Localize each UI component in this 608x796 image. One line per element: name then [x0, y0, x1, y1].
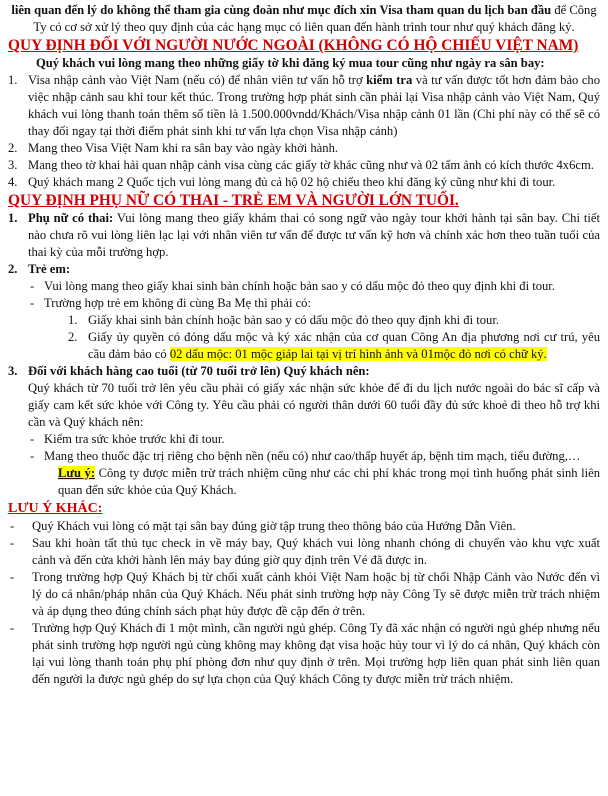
- children-dash-2: [8, 295, 600, 312]
- dash-bullet: -: [10, 519, 15, 533]
- dash-bullet: -: [10, 621, 15, 635]
- foreigner-heading: QUY ĐỊNH ĐỐI VỚI NGƯỜI NƯỚC NGOÀI (KHÔNG CÓ HỘ CHIẾU VIỆT NAM): [8, 37, 579, 54]
- pregnant-text: Vui lòng mang theo giấy khám thai có song ngữ vào ngày tour khởi hành tại sân bay. Chi tiết nào chưa rõ vui lòng liên lạc lại với nhân viên tư vấn để được tư vấn kỹ hơn và chính xác hơn theo tuần tuổi của thai kỳ của mỗi trường hợp.: [28, 211, 600, 259]
- children-item: [8, 261, 600, 278]
- children-label: Trẻ em:: [28, 262, 71, 276]
- item-text: Mang theo thuốc đặc trị riêng cho bệnh nền (nếu có) như cao/thấp huyết áp, bệnh tim mạch, tiểu đường,…: [44, 449, 581, 463]
- item-number: 2.: [8, 141, 18, 155]
- item-text: [88, 329, 600, 363]
- item-text: Kiểm tra sức khỏe trước khi đi tour.: [44, 432, 225, 446]
- item-text: Mang theo Visa Việt Nam khi ra sân bay vào ngày khởi hành.: [28, 141, 339, 155]
- dash-bullet: -: [10, 570, 15, 584]
- elderly-label: Đối với khách hàng cao tuổi (từ 70 tuổi trở lên) Quý khách nên:: [28, 364, 370, 378]
- dash-bullet: -: [30, 296, 35, 310]
- item-text: Vui lòng mang theo giấy khai sinh bản chính hoặc bản sao y có dấu mộc đỏ theo quy định khi đi tour.: [44, 279, 555, 293]
- list-item: [8, 518, 600, 535]
- item-text: Quý Khách vui lòng có mặt tại sân bay đúng giờ tập trung theo thông báo của Hướng Dẫn Viên.: [32, 519, 516, 533]
- item-number: 1.: [8, 211, 18, 225]
- item-text: [28, 210, 600, 261]
- item-text-before: Visa nhập cảnh vào Việt Nam (nếu có) để nhân viên tư vấn hỗ trợ: [28, 73, 367, 87]
- item-text-bold: kiểm tra: [366, 73, 413, 87]
- list-item: [8, 174, 600, 191]
- list-item: [8, 620, 600, 688]
- intro-bold: liên quan đến lý do không thể tham gia cùng đoàn như mục đích xin Visa tham quan du lịch ban đầu: [11, 3, 552, 17]
- list-item: [8, 569, 600, 620]
- item-number: 4.: [8, 175, 18, 189]
- item-text: Trong trường hợp Quý Khách bị từ chối xuất cảnh khỏi Việt Nam hoặc bị từ chối Nhập Cảnh vào Nước đến vì lý do cá nhân/pháp nhân của Quý Khách. Nếu phát sinh trường hợp này Công Ty sẽ được miễn trừ trách nhiệm và áp dụng theo đúng chính sách phạt hủy được đề cập đến ở trên.: [32, 570, 600, 618]
- other-list: [8, 518, 600, 688]
- item-text: Trường hợp trẻ em không đi cùng Ba Mẹ thì phải có:: [44, 296, 311, 310]
- item-number: 1.: [68, 313, 78, 327]
- item-text: [28, 72, 600, 140]
- item-text: Mang theo tờ khai hải quan nhập cảnh visa cùng các giấy tờ khác cũng như và 02 tấm ảnh có kích thước 4x6cm.: [28, 158, 594, 172]
- item-number: 3.: [8, 364, 18, 378]
- list-item: [8, 535, 600, 569]
- children-sub-2: [8, 329, 600, 363]
- pregnant-item: [8, 210, 600, 261]
- elderly-item: [8, 363, 600, 380]
- elderly-note: [8, 465, 600, 499]
- item-text: Sau khi hoàn tất thủ tục check in về máy bay, Quý khách vui lòng nhanh chóng di chuyển vào khu vực xuất cảnh và đến cửa khởi hành lên máy bay đúng giờ quy định trên Vé đã được in.: [32, 536, 600, 567]
- item-number: 1.: [8, 73, 18, 87]
- item-text-after: và tư vấn được tốt hơn đảm bảo cho việc nhập cảnh sau khi tour kết thúc. Trong trường hợp phát sinh cần phải lại Visa nhập cảnh vào Việt Nam, Quý khách vui lòng thanh toán thêm số tiền là 1.500.000vndd/Khách/Visa nhập cảnh 01 lần (Chi phí này có thể sẽ có thay đổi ngay tại thời điểm phát sinh khi tư vấn lựa chọn Visa nhập cảnh): [28, 73, 601, 138]
- dash-bullet: -: [30, 449, 35, 463]
- foreigner-list: [8, 72, 600, 191]
- intro-paragraph: [8, 2, 600, 36]
- intro-rest: để Công Ty có cơ sở xử lý theo quy định của các hạng mục có liên quan đến hành trình tour như quý khách đăng ký.: [33, 3, 597, 34]
- list-item: [8, 72, 600, 140]
- other-heading: LƯU Ý KHÁC:: [8, 501, 103, 516]
- item-number: 2.: [68, 330, 78, 344]
- dash-bullet: -: [30, 279, 35, 293]
- elderly-dash-1: [8, 431, 600, 448]
- special-heading: QUY ĐỊNH PHỤ NỮ CÓ THAI - TRẺ EM VÀ NGƯỜI LỚN TUỔI.: [8, 192, 459, 209]
- dash-bullet: -: [10, 536, 15, 550]
- pregnant-label: Phụ nữ có thai:: [28, 211, 114, 225]
- item-number: 2.: [8, 262, 18, 276]
- children-dash-1: [8, 278, 600, 295]
- foreigner-subheading: Quý khách vui lòng mang theo những giấy tờ khi đăng ký mua tour cũng như ngày ra sân bay:: [36, 56, 545, 70]
- item-text: Giấy khai sinh bản chính hoặc bản sao y có dấu mộc đỏ theo quy định khi đi tour.: [88, 313, 499, 327]
- item-text: Trường hợp Quý Khách đi 1 một mình, cần người ngủ ghép. Công Ty đã xác nhận có người ngủ ghép nhưng nếu phát sinh trường hợp người ngủ cùng không may không đạt visa hoặc hủy tour vì lý do cá nhân, Quý khách còn lại vui lòng thanh toán phụ phí phòng đơn như quy định ở trên. Mọi trường hợp liên quan phát sinh liên quan đến người la được ngủ ghép do sự lựa chọn của Quý khách Công ty được miễn trừ trách nhiệm.: [32, 621, 600, 686]
- elderly-dash-2: [8, 448, 600, 465]
- highlighted-stamp-text: 02 dấu mộc: 01 mộc giáp lai tại vị trí hình ảnh và 01mộc đỏ nơi có chữ ký.: [169, 347, 547, 361]
- note-label: Lưu ý:: [58, 466, 96, 480]
- note-text: Công ty được miễn trừ trách nhiệm cũng như các chi phí khác trong mọi tình huống phát sinh liên quan đến sức khỏe của Quý Khách.: [58, 466, 600, 497]
- list-item: [8, 157, 600, 174]
- elderly-paragraph: Quý khách từ 70 tuổi trở lên yêu cầu phải có giấy xác nhận sức khỏe để đi du lịch nước ngoài do bác sĩ cấp và giấy cam kết sức khỏe với Công ty. Yêu cầu phải có người thân dưới 60 tuổi đầy đủ sức khoẻ đi theo hỗ trợ khi cần và Quý khách nên:: [28, 381, 600, 429]
- item-text: Quý khách mang 2 Quốc tịch vui lòng mang đủ cả hộ 02 hộ chiếu theo khi đăng ký cũng như khi đi tour.: [28, 175, 556, 189]
- children-sub-1: [8, 312, 600, 329]
- list-item: [8, 140, 600, 157]
- dash-bullet: -: [30, 432, 35, 446]
- sub2-text: Giấy ủy quyền có đóng dấu mộc và ký xác nhận của cơ quan Công An địa phương nơi cư trú, yêu cầu đảm bảo có: [88, 330, 600, 361]
- item-number: 3.: [8, 158, 18, 172]
